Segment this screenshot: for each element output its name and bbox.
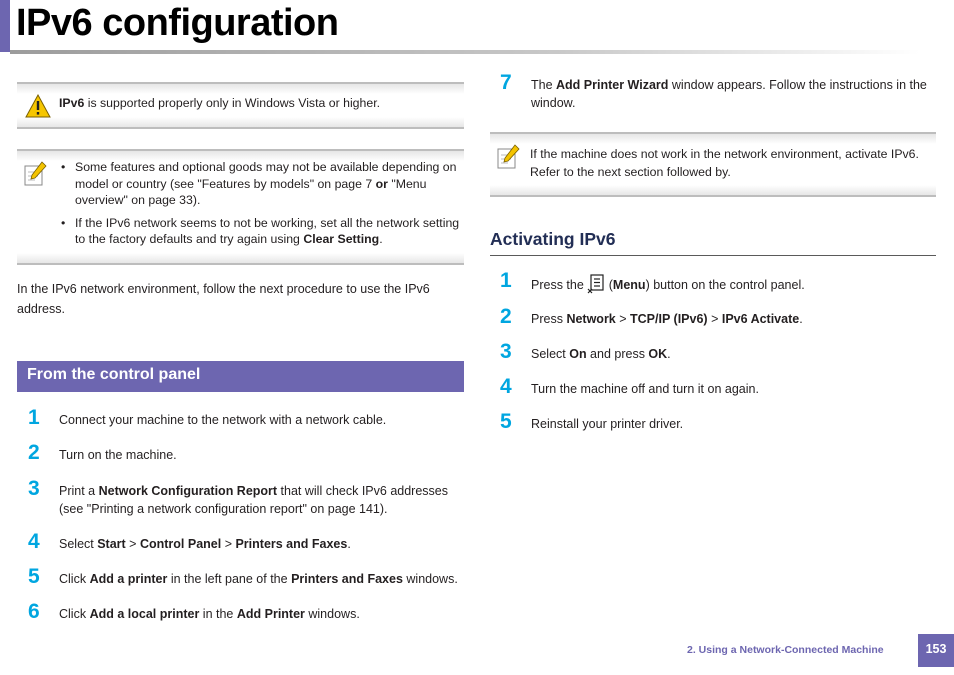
step-text-part: Click (59, 572, 90, 586)
step-text: Turn the machine off and turn it on again. (531, 382, 759, 396)
step-bold: On (569, 347, 587, 361)
step-text-part: Select (59, 537, 98, 551)
step-number: 4 (28, 530, 40, 553)
step-number: 2 (28, 441, 40, 464)
step-text (59, 605, 469, 623)
warning-body: is supported properly only in Windows Vista or higher. (84, 96, 381, 110)
warning-text (59, 95, 459, 112)
step-text (531, 76, 937, 112)
warning-box (17, 82, 464, 129)
step-bold: Network (566, 312, 616, 326)
menu-button-icon (587, 274, 605, 299)
note-box-features (17, 149, 464, 265)
step-number: 5 (500, 410, 512, 433)
step-number: 3 (28, 477, 40, 500)
step-text: Turn on the machine. (59, 448, 177, 462)
step-bold: Network Configuration Report (98, 484, 278, 498)
step-text-part: ) button on the control panel. (645, 278, 805, 292)
step-text-part: in the left pane of the (167, 572, 292, 586)
step-number: 2 (500, 305, 512, 328)
step-number: 5 (28, 565, 40, 588)
note-item1-or: or (375, 176, 388, 191)
note-pencil-icon (496, 144, 520, 173)
note-item1-post: "Menu overview" on page 33). (75, 176, 427, 207)
page-header (0, 0, 954, 56)
note-activate-text: If the machine does not work in the network environment, activate IPv6. Refer to the next section followed by. (530, 147, 919, 179)
section-title-activating: Activating IPv6 (490, 229, 616, 249)
step-text-part: windows. (402, 572, 458, 586)
step-bold: Control Panel (139, 537, 222, 551)
step-bold: Add a printer (89, 572, 168, 586)
step-text-part: Print a (59, 484, 99, 498)
step-bold: IPv6 Activate (721, 312, 800, 326)
step-text-part: The (531, 78, 557, 92)
note-pencil-icon (23, 161, 47, 190)
title-underline (10, 50, 920, 54)
step-text (59, 570, 469, 588)
step-bold: OK (648, 347, 668, 361)
step-bold: Printers and Faxes (291, 572, 403, 586)
step-bold: Add a local printer (89, 607, 200, 621)
warning-bold: IPv6 (59, 96, 85, 110)
warning-triangle-icon (25, 94, 51, 121)
step-text-part: Press (531, 312, 567, 326)
step-text-part: . (799, 312, 803, 326)
step-text-part: Click (59, 607, 90, 621)
step-bold: Printers and Faxes (235, 537, 348, 551)
title-accent-bar (0, 0, 10, 52)
step-text-part: > (707, 312, 722, 326)
step-bold: Menu (612, 278, 646, 292)
step-text-part: that will check IPv6 addresses (see "Printing a network configuration report" on page 141). (59, 484, 448, 516)
step-text-part: window appears. Follow the instructions in the window. (531, 78, 927, 110)
note-item2-bold: Clear Setting (303, 232, 380, 246)
step-number: 1 (500, 269, 512, 292)
note-features-list (59, 159, 461, 248)
intro-paragraph: In the IPv6 network environment, follow the next procedure to use the IPv6 address. (17, 282, 430, 316)
step-text (59, 535, 469, 553)
section-header-control-panel (17, 361, 464, 392)
step-text-part: Press the (531, 278, 588, 292)
step-number: 3 (500, 340, 512, 363)
step-text-part: windows. (304, 607, 360, 621)
step-number: 6 (28, 600, 40, 623)
step-bold: TCP/IP (IPv6) (630, 312, 708, 326)
step-text-part: in the (199, 607, 237, 621)
footer-chapter: 2. Using a Network-Connected Machine (687, 644, 884, 656)
step-text-part: > (221, 537, 236, 551)
step-bold: Add Printer Wizard (556, 78, 669, 92)
step-number: 7 (500, 71, 512, 94)
section-title: From the control panel (27, 366, 201, 383)
step-text-part: . (667, 347, 671, 361)
note-item1-pre: Some features and optional goods may not be available depending on model or country (see "Features by models" on page 7 (75, 160, 457, 191)
note-item2-pre: If the IPv6 network seems to not be working, set all the network setting to the factory defaults and try again using (75, 215, 460, 246)
list-item (59, 159, 461, 209)
note-features-text (59, 159, 461, 254)
step-text-part: ( (605, 278, 613, 292)
step-text (531, 274, 937, 299)
page-number: 153 (918, 634, 954, 667)
step-text: Connect your machine to the network with a network cable. (59, 413, 387, 427)
step-text: Reinstall your printer driver. (531, 417, 684, 431)
step-text-part: > (615, 312, 631, 326)
step-bold: Add Printer (236, 607, 305, 621)
note-box-activate (490, 132, 936, 197)
page-title: IPv6 configuration (16, 2, 339, 44)
note-item2-post: . (379, 232, 383, 246)
step-text (531, 310, 937, 328)
step-text-part: > (125, 537, 140, 551)
step-bold: Start (97, 537, 126, 551)
step-text-part: . (347, 537, 351, 551)
step-text-part: and press (586, 347, 649, 361)
list-item (59, 215, 461, 248)
step-text (59, 482, 469, 518)
step-number: 1 (28, 406, 40, 429)
step-number: 4 (500, 375, 512, 398)
step-text-part: Select (531, 347, 570, 361)
step-text (531, 345, 937, 363)
section-rule (490, 255, 936, 256)
